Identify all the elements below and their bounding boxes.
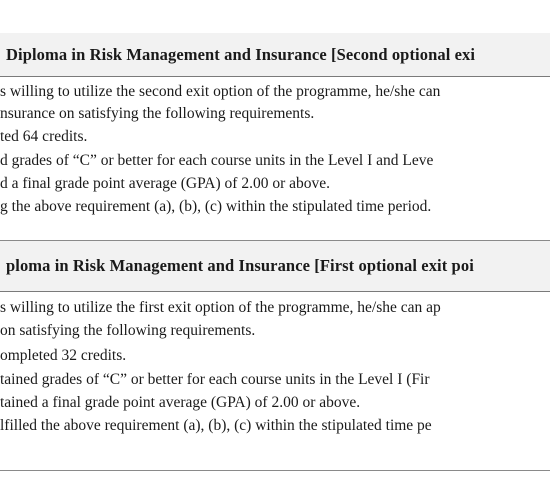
- section-second-exit: [0, 33, 550, 77]
- requirement-line-d: g the above requirement (a), (b), (c) within the stipulated time period.: [0, 198, 432, 215]
- paragraph-line: s willing to utilize the second exit option of the programme, he/she can: [0, 83, 441, 100]
- requirement-line-c: d a final grade point average (GPA) of 2.00 or above.: [0, 175, 330, 192]
- section-first-exit: [0, 241, 550, 292]
- section-title: ploma in Risk Management and Insurance [First optional exit poi: [6, 256, 474, 275]
- paragraph-line: on satisfying the following requirements.: [0, 322, 256, 339]
- section-header: [0, 241, 550, 292]
- section-header: [0, 33, 550, 77]
- requirement-line-a: ompleted 32 credits.: [0, 347, 127, 364]
- requirement-line-a: ted 64 credits.: [0, 128, 88, 145]
- bottom-divider: [0, 470, 550, 471]
- section-title: Diploma in Risk Management and Insurance [Second optional exi: [6, 44, 476, 64]
- paragraph-line: nsurance on satisfying the following requirements.: [0, 105, 315, 122]
- requirement-line-c: tained a final grade point average (GPA) of 2.00 or above.: [0, 394, 361, 411]
- requirement-line-d: lfilled the above requirement (a), (b), (c) within the stipulated time pe: [0, 417, 432, 434]
- requirement-line-b: tained grades of “C” or better for each course units in the Level I (Fir: [0, 371, 430, 388]
- paragraph-line: s willing to utilize the first exit option of the programme, he/she can ap: [0, 299, 441, 316]
- requirement-line-b: d grades of “C” or better for each course units in the Level I and Leve: [0, 152, 434, 169]
